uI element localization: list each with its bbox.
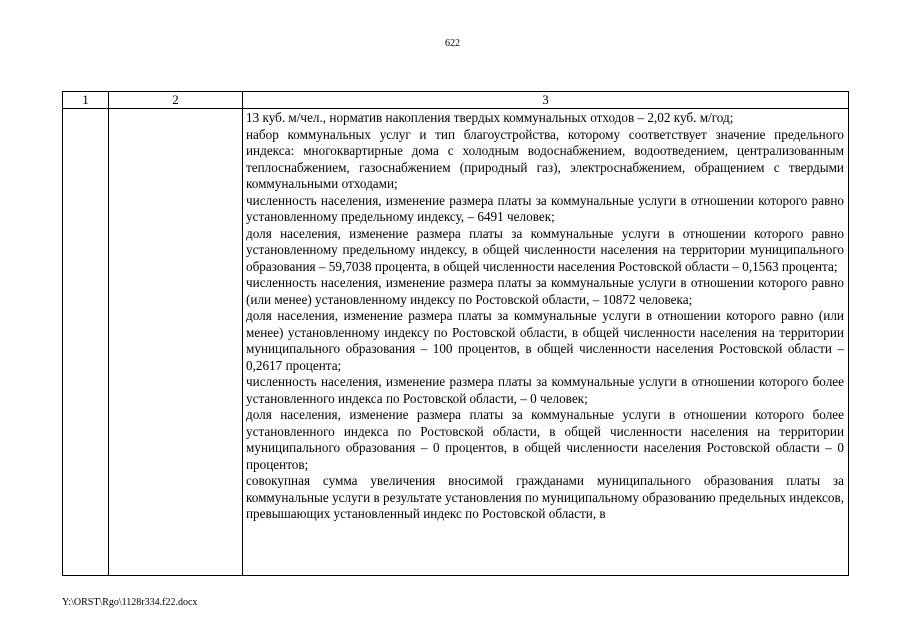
paragraph: численность населения, изменение размера платы за коммунальные услуги в отношении которого равно (или менее) установленному индексу по Ростовской области, – 10872 человека;: [246, 275, 844, 307]
table-header-row: [63, 92, 849, 109]
paragraph: совокупная сумма увеличения вносимой гражданами муниципального образования платы за коммунальные услуги в результате установления по муниципальному образованию предельных индексов, превышающих установленный индекс по Ростовской области, в: [246, 473, 844, 521]
table-row: [63, 109, 849, 576]
footer-file-path: Y:\ORST\Rgo\1128r334.f22.docx: [62, 597, 198, 608]
paragraph: численность населения, изменение размера платы за коммунальные услуги в отношении которого более установленного индекса по Ростовской области, – 0 человек;: [246, 374, 844, 406]
column-header-2: 2: [109, 92, 243, 109]
paragraph: 13 куб. м/чел., норматив накопления твердых коммунальных отходов – 2,02 куб. м/год;: [246, 110, 734, 125]
paragraph: доля населения, изменение размера платы за коммунальные услуги в отношении которого более установленного индекса по Ростовской области, в общей численности населения на территории муниципального образования – 0 процентов, в общей численности населения Ростовской области – 0 процентов;: [246, 407, 844, 472]
paragraph: численность населения, изменение размера платы за коммунальные услуги в отношении которого равно установленному предельному индексу, – 6491 человек;: [246, 192, 844, 224]
table-cell-col1: [63, 109, 109, 576]
column-header-3: 3: [243, 92, 849, 109]
document-table: [62, 91, 849, 576]
table-cell-col3: [243, 109, 849, 576]
table-cell-col2: [109, 109, 243, 576]
column-header-1: 1: [63, 92, 109, 109]
page-number: 622: [445, 38, 460, 49]
paragraph: доля населения, изменение размера платы за коммунальные услуги в отношении которого равно (или менее) установленному индексу по Ростовской области, в общей численности населения на территории муниципального образования – 100 процентов, в общей численности населения Ростовской области – 0,2617 процента;: [246, 308, 844, 373]
paragraph: доля населения, изменение размера платы за коммунальные услуги в отношении которого равно установленному предельному индексу, в общей численности населения на территории муниципального образования – 59,7038 процента, в общей численности населения Ростовской области – 0,1563 процента;: [246, 225, 844, 274]
paragraph: набор коммунальных услуг и тип благоустройства, которому соответствует значение предельного индекса: многоквартирные дома с холодным водоснабжением, водоотведением, централизованным теплоснабжением, газоснабжением (природный газ), электроснабжением, обращением с твердыми коммунальными отходами;: [246, 126, 844, 191]
